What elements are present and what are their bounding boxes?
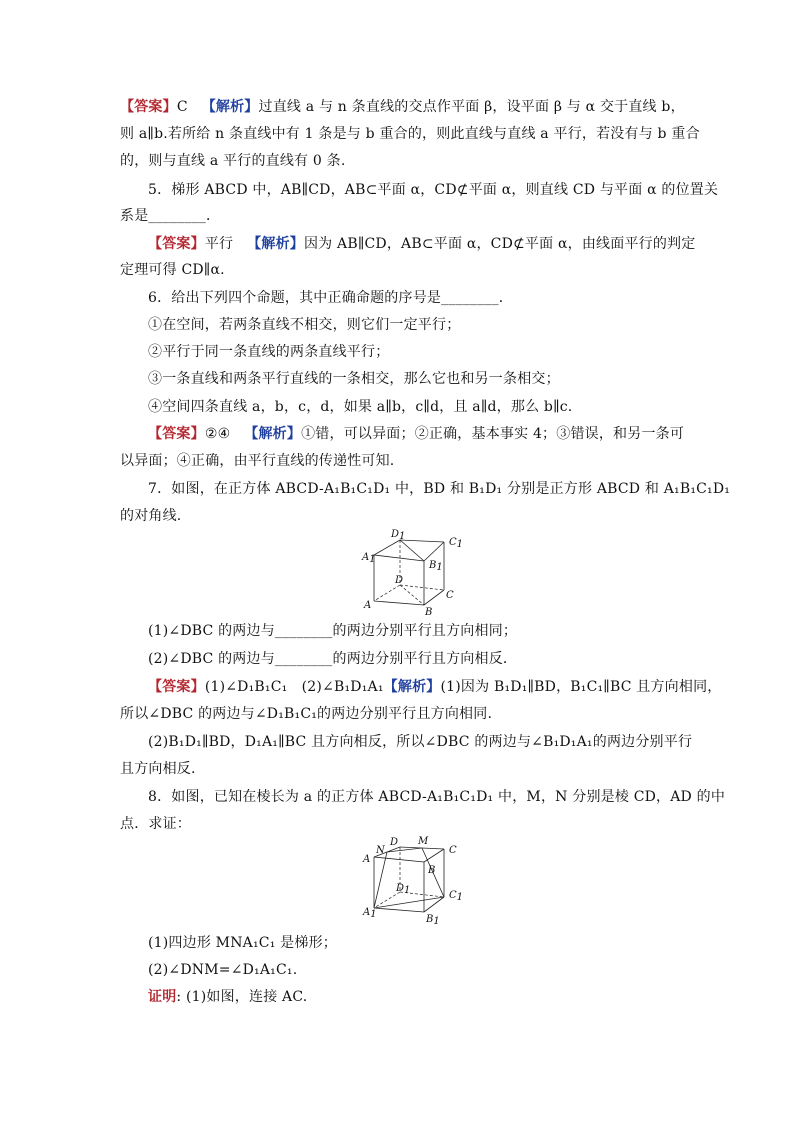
- solution-label: 【解析】: [201, 99, 259, 115]
- q4-answer: C: [176, 99, 188, 115]
- label-A1: A1: [363, 907, 377, 920]
- label-D1: D1: [396, 883, 411, 896]
- label-A: A: [363, 854, 371, 865]
- q8-part-2: (2)∠DNM=∠D₁A₁C₁.: [148, 962, 298, 978]
- q8-proof-text: : (1)如图，连接 AC.: [176, 989, 308, 1005]
- label-B: B: [428, 865, 436, 876]
- q8-part-1: (1)四边形 MNA₁C₁ 是梯形；: [148, 935, 337, 951]
- q7-part-1: (1)∠DBC 的两边与________的两边分别平行且方向相同；: [148, 623, 518, 639]
- label-M: M: [418, 836, 429, 847]
- solution-label: 【解析】: [383, 679, 441, 695]
- q8-stem-line-1: 8．如图，已知在棱长为 a 的正方体 ABCD-A₁B₁C₁D₁ 中，M，N 分别是棱 CD，AD 的中: [148, 789, 726, 805]
- q8-proof-line: [148, 987, 708, 1007]
- label-A1: A1: [362, 552, 376, 565]
- label-B1: B1: [429, 560, 443, 573]
- q5-stem-line-2: 系是________．: [120, 208, 221, 224]
- q7-stem-line-2: 的对角线.: [120, 508, 182, 524]
- q7-solution-line-2: 所以∠DBC 的两边与∠D₁B₁C₁的两边分别平行且方向相同.: [120, 706, 493, 722]
- cube-figure-2: [360, 835, 470, 927]
- answer-label: 【答案】: [148, 426, 205, 442]
- q4-answer-line: [120, 97, 685, 117]
- q4-solution-text: 过直线 a 与 n 条直线的交点作平面 β，设平面 β 与 α 交于直线 b，: [258, 99, 685, 115]
- q6-option-3: ③一条直线和两条平行直线的一条相交，那么它也和另一条相交；: [148, 371, 560, 387]
- label-A: A: [364, 600, 372, 611]
- q5-answer-line: [148, 234, 708, 254]
- answer-label: 【答案】: [148, 236, 205, 252]
- label-D: D: [395, 575, 404, 586]
- q6-answer: ②④: [204, 426, 231, 442]
- q6-stem: 6．给出下列四个命题，其中正确命题的序号是________．: [148, 290, 513, 306]
- label-D: D: [390, 837, 399, 848]
- label-B: B: [425, 607, 433, 618]
- label-C: C: [449, 845, 457, 856]
- q6-option-2: ②平行于同一条直线的两条直线平行；: [148, 344, 390, 360]
- q7-stem-line-1: 7．如图，在正方体 ABCD-A₁B₁C₁D₁ 中，BD 和 B₁D₁ 分别是正方形 ABCD 和 A₁B₁C₁D₁: [148, 481, 731, 497]
- cube-figure-1: [360, 528, 470, 616]
- q5-answer: 平行: [204, 236, 234, 252]
- q7-solution-line-4: 且方向相反.: [120, 761, 196, 777]
- q7-solution-text: (1)因为 B₁D₁∥BD，B₁C₁∥BC 且方向相同，: [440, 679, 722, 695]
- cube-diagram-1: [360, 528, 470, 616]
- label-B1: B1: [426, 914, 440, 927]
- q4-solution-line-3: 的，则与直线 a 平行的直线有 0 条.: [120, 153, 346, 169]
- q6-solution-text: ①错，可以异面；②正确，基本事实 4；③错误，和另一条可: [301, 426, 685, 442]
- q6-solution-line-2: 以异面；④正确，由平行直线的传递性可知.: [120, 453, 395, 469]
- label-N: N: [376, 845, 385, 856]
- q5-stem-line-1: 5．梯形 ABCD 中，AB∥CD，AB⊂平面 α，CD⊄平面 α，则直线 CD 与平面 α 的位置关: [148, 182, 719, 198]
- q7-answer-line: [148, 677, 722, 697]
- q7-solution-line-3: (2)B₁D₁∥BD，D₁A₁∥BC 且方向相反，所以∠DBC 的两边与∠B₁D₁A₁的两边分别平行: [148, 734, 693, 750]
- q7-part-2: (2)∠DBC 的两边与________的两边分别平行且方向相反．: [148, 651, 518, 667]
- q6-option-4: ④空间四条直线 a，b，c，d，如果 a∥b，c∥d，且 a∥d，那么 b∥c.: [148, 399, 573, 415]
- q5-solution-line-2: 定理可得 CD∥α.: [120, 262, 225, 278]
- q7-answer: (1)∠D₁B₁C₁ (2)∠B₁D₁A₁: [204, 679, 384, 695]
- q6-option-1: ①在空间，若两条直线不相交，则它们一定平行；: [148, 317, 461, 333]
- label-C: C: [446, 590, 454, 601]
- label-D1: D1: [391, 529, 406, 542]
- solution-label: 【解析】: [244, 426, 302, 442]
- q5-solution-text: 因为 AB∥CD，AB⊂平面 α，CD⊄平面 α，由线面平行的判定: [303, 236, 696, 252]
- solution-label: 【解析】: [247, 236, 304, 252]
- q4-solution-line-2: 则 a∥b.若所给 n 条直线中有 1 条是与 b 重合的，则此直线与直线 a 平行，若没有与 b 重合: [120, 126, 700, 142]
- label-C1: C1: [449, 890, 464, 903]
- label-C1: C1: [449, 537, 464, 550]
- answer-label: 【答案】: [148, 679, 205, 695]
- answer-label: 【答案】: [120, 99, 177, 115]
- proof-label: 证明: [148, 989, 177, 1005]
- q8-stem-line-2: 点．求证：: [120, 816, 191, 832]
- q6-answer-line: [148, 424, 708, 444]
- cube-diagram-2: [360, 835, 470, 927]
